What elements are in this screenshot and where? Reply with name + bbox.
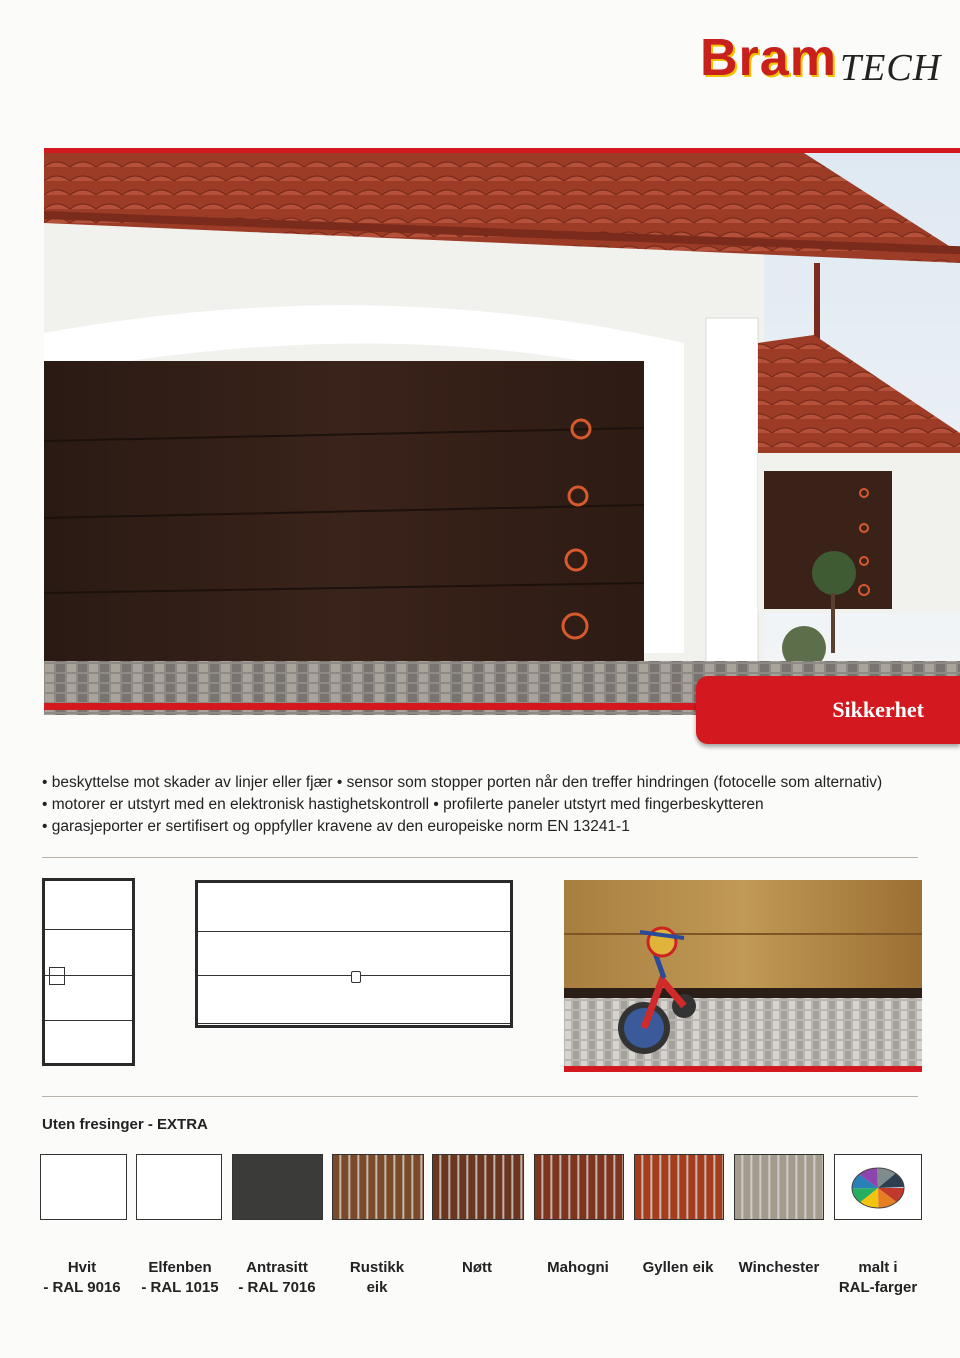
color-swatch [634,1154,724,1220]
divider [42,1096,918,1097]
brand-name: Bram [700,29,837,87]
photo-red-bar [564,1066,922,1072]
swatch-label-line1: Antrasitt [246,1259,308,1276]
swatch-label-line1: Nøtt [462,1259,492,1276]
safety-photo-tricycle [564,880,922,1070]
swatch-label-line1: Mahogni [547,1259,609,1276]
swatch-label-line1: Elfenben [148,1259,212,1276]
feature-line: • garasjeporter er sertifisert og oppfyller kravene av den europeiske norm EN 13241-1 [42,818,630,835]
swatch-label-line2: - RAL 1015 [141,1279,219,1296]
swatch-label-line1: Hvit [67,1259,97,1276]
hero-red-bar [44,703,724,710]
swatch-label-line1: Gyllen eik [642,1259,714,1276]
door-handle-icon [49,967,65,985]
swatch-label-line2: - RAL 7016 [238,1279,316,1296]
hero-photo-garage [44,148,960,715]
feature-line: • motorer er utstyrt med en elektronisk hastighetskontroll • profilerte paneler utstyrt med fingerbeskytteren [42,796,764,813]
color-swatch-label [227,1258,327,1298]
color-swatch [534,1154,624,1220]
color-swatch-label [130,1258,230,1298]
color-swatch-label [32,1258,132,1298]
ral-color-fan-icon [834,1154,922,1220]
color-swatch-label [528,1258,628,1278]
feature-list [42,772,942,838]
color-swatch-label [628,1258,728,1278]
color-swatch [332,1154,424,1220]
color-swatch-label [828,1258,928,1298]
swatch-label-line1: malt i [858,1259,898,1276]
swatch-label-line2: - RAL 9016 [43,1279,121,1296]
swatch-label-line2: RAL-farger [838,1279,918,1296]
door-lock-icon [351,971,361,983]
section-badge: Sikkerhet [696,676,960,744]
door-diagram-single [42,878,135,1066]
color-swatch [40,1154,127,1220]
swatch-label-line2: eik [366,1279,388,1296]
feature-line: • beskyttelse mot skader av linjer eller fjær • sensor som stopper porten når den treffer hindringen (fotocelle som alternativ) [42,774,883,791]
color-swatch-label [327,1258,427,1298]
brand-suffix: TECH [840,47,942,89]
swatch-label-line1: Rustikk [349,1259,405,1276]
color-swatch [734,1154,824,1220]
swatch-label-line1: Winchester [738,1259,820,1276]
brand-logo [700,28,942,98]
divider [42,857,918,858]
color-swatch-label [427,1258,527,1278]
door-diagram-double [195,880,513,1028]
color-swatch [232,1154,323,1220]
colors-section-title: Uten fresinger - EXTRA [42,1116,208,1133]
color-swatch [136,1154,222,1220]
color-swatch [432,1154,524,1220]
color-swatch-label [729,1258,829,1278]
